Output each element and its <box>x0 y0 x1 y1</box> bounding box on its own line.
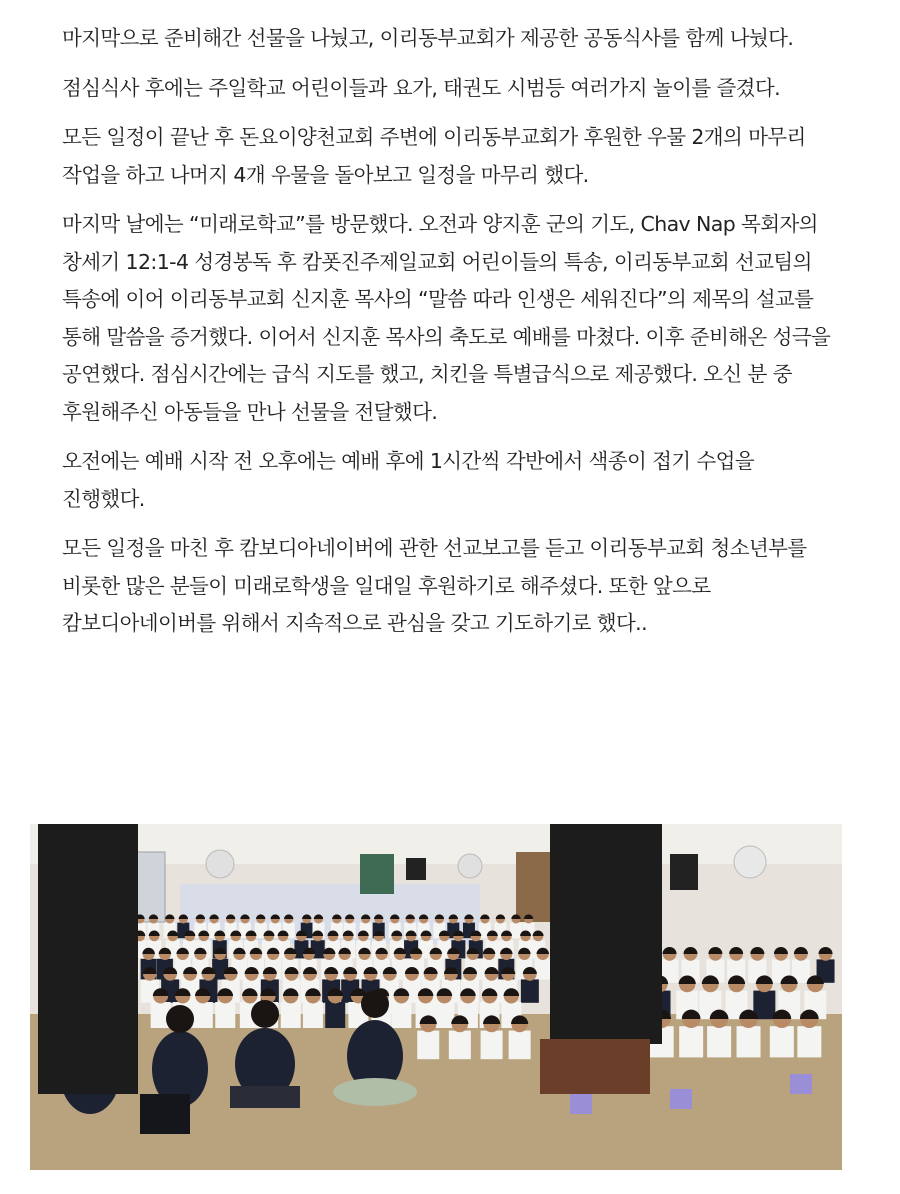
paragraph-origami-class: 오전에는 예배 시작 전 오후에는 예배 후에 1시간씩 각반에서 색종이 접기 수업을 진행했다. <box>62 449 755 511</box>
child-body <box>521 979 539 1002</box>
child-body <box>281 1002 301 1028</box>
right-speaker <box>670 854 698 890</box>
left-pillar <box>38 824 138 1094</box>
child-body <box>509 1031 531 1060</box>
article-body <box>62 20 842 655</box>
plastic-chair <box>790 1074 812 1094</box>
right-pillar <box>550 824 662 1044</box>
child-body <box>679 1026 703 1057</box>
plastic-chair <box>570 1094 592 1114</box>
child-body <box>391 1002 411 1028</box>
child-body <box>481 1031 503 1060</box>
left-speaker <box>406 858 426 880</box>
child-body <box>417 1031 439 1060</box>
child-body <box>325 1002 345 1028</box>
child-body <box>797 1026 821 1057</box>
child-body <box>303 1002 323 1028</box>
back-door <box>360 854 394 894</box>
child-body <box>193 1002 213 1028</box>
child-body <box>707 1026 731 1057</box>
ceiling-fan-right <box>734 846 766 878</box>
group-photo-illustration <box>30 824 842 1170</box>
child-body <box>215 1002 235 1028</box>
child-body <box>535 959 551 980</box>
paragraph-school-visit: 마지막 날에는 “미래로학교”를 방문했다. 오전과 양지훈 군의 기도, Chav Nap 목회자의 창세기 12:1-4 성경봉독 후 캄폿진주제일교회 어린이들의 특송, 이리동부교회 선교팀의 특송에 이어 이리동부교회 신지훈 목사의 “말씀 따라 인생은 세워진다”의 제목의 설교를 통해 말씀을 증거했다. 이어서 신지훈 목사의 축도로 예배를 마쳤다. 이후 준비해온 성극을 공연했다. 점심시간에는 급식 지도를 했고, 치킨을 특별급식으로 제공했다. 오신 분 중 후원해주신 아동들을 만나 선물을 전달했다. <box>62 212 831 424</box>
right-pillar-base <box>540 1039 650 1094</box>
group-photo <box>30 824 842 1170</box>
paragraph-afternoon-activities: 점심식사 후에는 주일학교 어린이들과 요가, 태권도 시범등 여러가지 놀이를 즐겼다. <box>62 75 780 100</box>
paragraph-wells: 모든 일정이 끝난 후 돈요이양천교회 주변에 이리동부교회가 후원한 우물 2개의 마무리 작업을 하고 나머지 4개 우물을 돌아보고 일정을 마무리 했다. <box>62 125 806 187</box>
ceiling-fan-left <box>206 850 234 878</box>
paragraph-mission-report: 모든 일정을 마친 후 캄보디아네이버에 관한 선교보고를 듣고 이리동부교회 청소년부를 비롯한 많은 분들이 미래로학생을 일대일 후원하기로 해주셨다. 또한 앞으로 캄보디아네이버를 위해서 지속적으로 관심을 갖고 기도하기로 했다.. <box>62 536 807 635</box>
child-body <box>434 1002 454 1028</box>
paragraph-gift-sharing: 마지막으로 준비해간 선물을 나눴고, 이리동부교회가 제공한 공동식사를 함께 나눴다. <box>62 26 794 50</box>
plastic-chair <box>670 1089 692 1109</box>
child-body <box>737 1026 761 1057</box>
child-body <box>770 1026 794 1057</box>
child-body <box>449 1031 471 1060</box>
ceiling-fan-mid <box>458 854 482 878</box>
left-window <box>135 852 165 922</box>
